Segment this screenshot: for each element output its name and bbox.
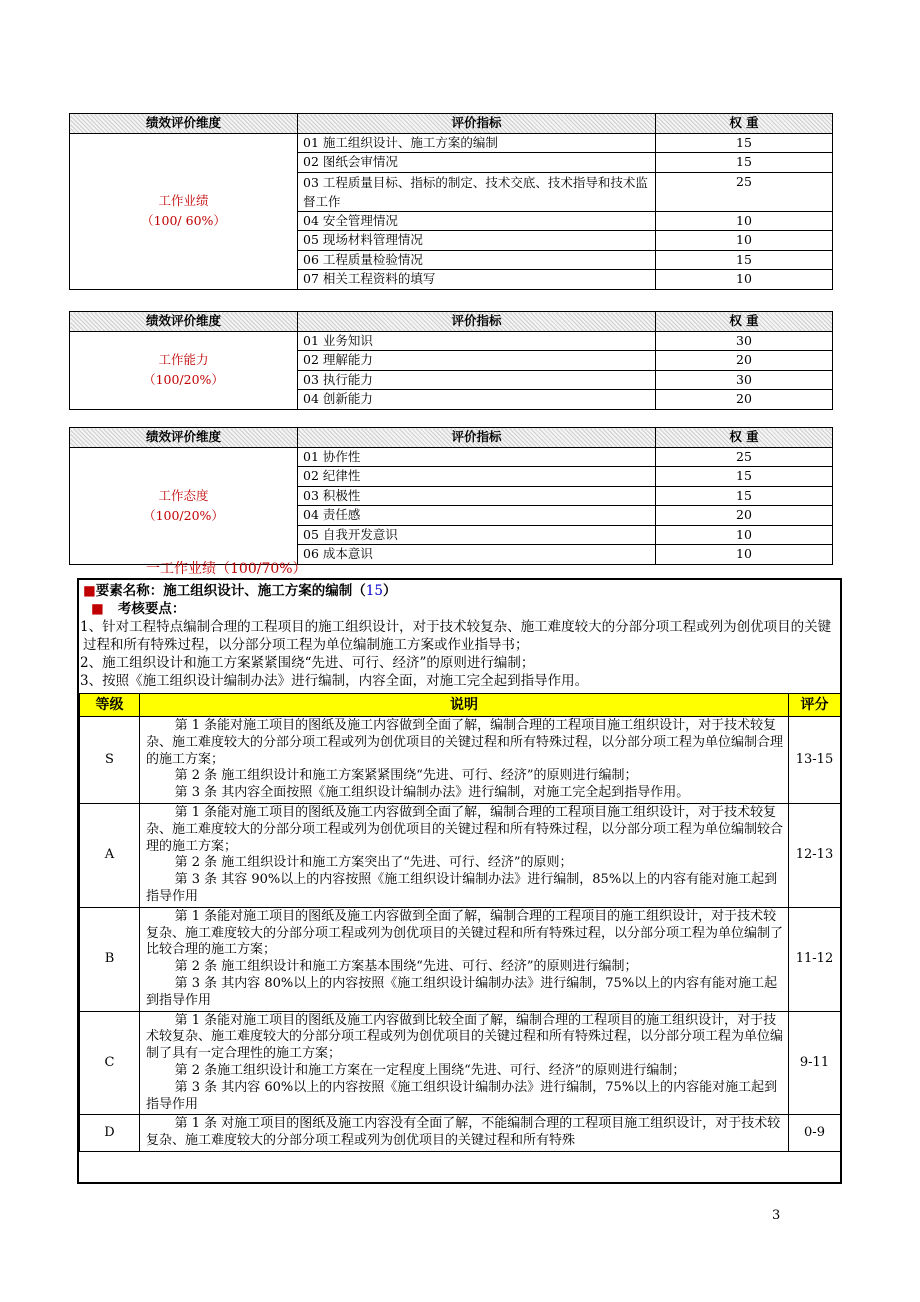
- key-points-title: 考核要点：: [117, 601, 186, 617]
- grade-rule: 第 1 条能对施工项目的图纸及施工内容做到比较全面了解，编制合理的工程项目的施工组织设计，对于技术较复杂、施工难度较大的分部分项工程或列为创优项目的关键过程和所有特殊过程，以分部分项工程为单位编制了具有一定合理性的施工方案；: [146, 1012, 784, 1062]
- header-indicator: 评价指标: [298, 428, 656, 448]
- indicator-cell: 02 理解能力: [298, 351, 656, 371]
- table-row: [70, 133, 833, 153]
- grade-description: [140, 803, 789, 907]
- grade-description: [140, 1115, 789, 1152]
- grade-rule: 第 1 条能对施工项目的图纸及施工内容做到全面了解，编制合理的工程项目施工组织设计，对于技术较复杂、施工难度较大的分部分项工程或列为创优项目的关键过程和所有特殊过程，以分部分项工程为单位编制合理的施工方案；: [146, 718, 784, 767]
- indicator-cell: 05 自我开发意识: [298, 525, 656, 545]
- grade-score: 12-13: [789, 803, 841, 907]
- grade-rule: 第 2 条施工组织设计和施工方案在一定程度上围绕“先进、可行、经济”的原则进行编制；: [174, 1062, 686, 1078]
- grade-description: [140, 907, 789, 1011]
- dimension-name: 工作业绩: [158, 193, 209, 208]
- grade-row-b: [80, 907, 841, 1011]
- weight-cell: 10: [656, 231, 833, 251]
- indicator-cell: 01 协作性: [298, 447, 656, 467]
- dimension-name: 工作态度: [158, 487, 209, 503]
- element-weight-number: 15: [365, 583, 383, 599]
- perf-table-work-results: [69, 113, 833, 290]
- grade-level: C: [80, 1011, 140, 1115]
- dimension-ratio: （100/ 60%）: [141, 213, 226, 228]
- header-dimension: 绩效评价维度: [70, 312, 298, 332]
- dimension-ratio: （100/20%）: [143, 507, 224, 523]
- section-title: 一工作业绩（100/70%）: [146, 561, 307, 577]
- weight-cell: 25: [656, 447, 833, 467]
- grade-score: 0-9: [789, 1115, 841, 1152]
- grade-row-s: [80, 717, 841, 804]
- header-indicator: 评价指标: [298, 114, 656, 134]
- weight-cell: 15: [656, 153, 833, 173]
- weight-cell: 30: [656, 331, 833, 351]
- square-bullet-icon: ■: [91, 601, 104, 617]
- grade-rule: 第 3 条 其容 90%以上的内容按照《施工组织设计编制办法》进行编制，85%以上的内容有能对施工起到指导作用: [146, 872, 778, 904]
- table-header-row: [70, 312, 833, 332]
- dimension-cell: [70, 133, 298, 289]
- grade-rule: 第 1 条能对施工项目的图纸及施工内容做到全面了解，编制合理的工程项目的施工组织设计，对于技术较复杂、施工难度较大的分部分项工程或列为创优项目的关键过程和所有特殊过程，以分部分项工程为单位编制了比较合理的施工方案；: [146, 908, 784, 958]
- grade-rule: 第 1 条 对施工项目的图纸及施工内容没有全面了解，不能编制合理的工程项目施工组织设计，对于技术较复杂、施工难度较大的分部分项工程或列为创优项目的关键过程和所有特殊: [146, 1116, 781, 1149]
- grade-score: 11-12: [789, 907, 841, 1011]
- perf-table-work-attitude: [69, 427, 833, 565]
- grade-header-desc: 说明: [140, 694, 789, 717]
- header-weight: 权 重: [656, 312, 833, 332]
- grade-rule: 第 3 条 其内容 80%以上的内容按照《施工组织设计编制办法》进行编制，75%以上的内容有能对施工起到指导作用: [146, 975, 778, 1008]
- header-dimension: 绩效评价维度: [70, 114, 298, 134]
- perf-table-work-ability: [69, 311, 833, 410]
- indicator-cell: 01 业务知识: [298, 331, 656, 351]
- weight-cell: 10: [656, 270, 833, 290]
- grade-row-c: [80, 1011, 841, 1115]
- indicator-cell: 04 创新能力: [298, 390, 656, 410]
- grade-row-d: [80, 1115, 841, 1152]
- grade-score: 13-15: [789, 717, 841, 804]
- dimension-ratio: （100/20%）: [143, 372, 224, 387]
- grade-description: [140, 717, 789, 804]
- indicator-cell: 03 积极性: [298, 486, 656, 506]
- grade-rule: 第 1 条能对施工项目的图纸及施工内容做到全面了解，编制合理的工程项目施工组织设计，对于技术较复杂、施工难度较大的分部分项工程或列为创优项目的关键过程和所有特殊过程，以分部分项工程为单位编制较合理的施工方案；: [146, 804, 784, 854]
- grade-score: 9-11: [789, 1011, 841, 1115]
- weight-cell: 25: [656, 172, 833, 211]
- indicator-cell: 04 责任感: [298, 506, 656, 526]
- grade-header-row: [80, 694, 841, 717]
- page-number: 3: [772, 1208, 781, 1223]
- grade-header-level: 等级: [80, 694, 140, 717]
- grade-level: A: [80, 803, 140, 907]
- indicator-cell: 04 安全管理情况: [298, 211, 656, 231]
- grade-rule: 第 2 条 施工组织设计和施工方案紧紧围绕“先进、可行、经济”的原则进行编制；: [174, 768, 638, 784]
- grade-rule: 第 2 条 施工组织设计和施工方案突出了“先进、可行、经济”的原则；: [174, 855, 573, 871]
- header-weight: 权 重: [656, 114, 833, 134]
- key-points-line: [83, 600, 840, 618]
- header-weight: 权 重: [656, 428, 833, 448]
- grade-description: [140, 1011, 789, 1115]
- indicator-cell: 02 图纸会审情况: [298, 153, 656, 173]
- grade-rule: 第 3 条 其内容 60%以上的内容按照《施工组织设计编制办法》进行编制，75%以上的内容能对施工起到指导作用: [146, 1079, 778, 1112]
- table-header-row: [70, 428, 833, 448]
- grade-level: D: [80, 1115, 140, 1152]
- element-box: [77, 578, 842, 1184]
- grade-level: S: [80, 717, 140, 804]
- indicator-cell: 06 工程质量检验情况: [298, 250, 656, 270]
- table-row: [70, 447, 833, 467]
- grade-header-score: 评分: [789, 694, 841, 717]
- weight-cell: 15: [656, 250, 833, 270]
- dimension-name: 工作能力: [158, 352, 209, 367]
- element-close: ）: [382, 583, 397, 599]
- indicator-cell: 07 相关工程资料的填写: [298, 270, 656, 290]
- dimension-cell: [70, 331, 298, 409]
- indicator-cell: 06 成本意识: [298, 545, 656, 565]
- weight-cell: 20: [656, 390, 833, 410]
- weight-cell: 20: [656, 351, 833, 371]
- header-indicator: 评价指标: [298, 312, 656, 332]
- indicator-cell: 03 工程质量目标、指标的制定、技术交底、技术指导和技术监督工作: [298, 172, 656, 211]
- weight-cell: 10: [656, 545, 833, 565]
- weight-cell: 15: [656, 467, 833, 487]
- weight-cell: 15: [656, 486, 833, 506]
- key-point-1: 1、针对工程特点编制合理的工程项目的施工组织设计，对于技术较复杂、施工难度较大的分部分项工程或列为创优项目的关键过程和所有特殊过程，以分部分项工程为单位编制施工方案或作业指导书；: [80, 619, 832, 653]
- indicator-cell: 02 纪律性: [298, 467, 656, 487]
- weight-cell: 10: [656, 525, 833, 545]
- key-point-2: 2、施工组织设计和施工方案紧紧围绕“先进、可行、经济”的原则进行编制；: [80, 655, 535, 671]
- element-header: [79, 580, 840, 690]
- weight-cell: 10: [656, 211, 833, 231]
- grade-row-a: [80, 803, 841, 907]
- weight-cell: 15: [656, 133, 833, 153]
- element-name-line: [83, 582, 840, 600]
- grade-rule: 第 2 条 施工组织设计和施工方案基本围绕“先进、可行、经济”的原则进行编制；: [174, 959, 638, 975]
- element-label: 要素名称：施工组织设计、施工方案的编制（: [95, 583, 366, 599]
- dimension-cell: [70, 447, 298, 564]
- weight-cell: 20: [656, 506, 833, 526]
- table-header-row: [70, 114, 833, 134]
- grade-rule: 第 3 条 其内容全面按照《施工组织设计编制办法》进行编制，对施工完全起到指导作用。: [174, 785, 690, 801]
- table-row: [70, 331, 833, 351]
- indicator-cell: 03 执行能力: [298, 370, 656, 390]
- grade-level: B: [80, 907, 140, 1011]
- key-point-3: 3、按照《施工组织设计编制办法》进行编制，内容全面，对施工完全起到指导作用。: [80, 673, 589, 689]
- indicator-cell: 05 现场材料管理情况: [298, 231, 656, 251]
- weight-cell: 30: [656, 370, 833, 390]
- square-bullet-icon: ■: [83, 583, 96, 599]
- grade-table: [79, 693, 841, 1152]
- header-dimension: 绩效评价维度: [70, 428, 298, 448]
- indicator-cell: 01 施工组织设计、施工方案的编制: [298, 133, 656, 153]
